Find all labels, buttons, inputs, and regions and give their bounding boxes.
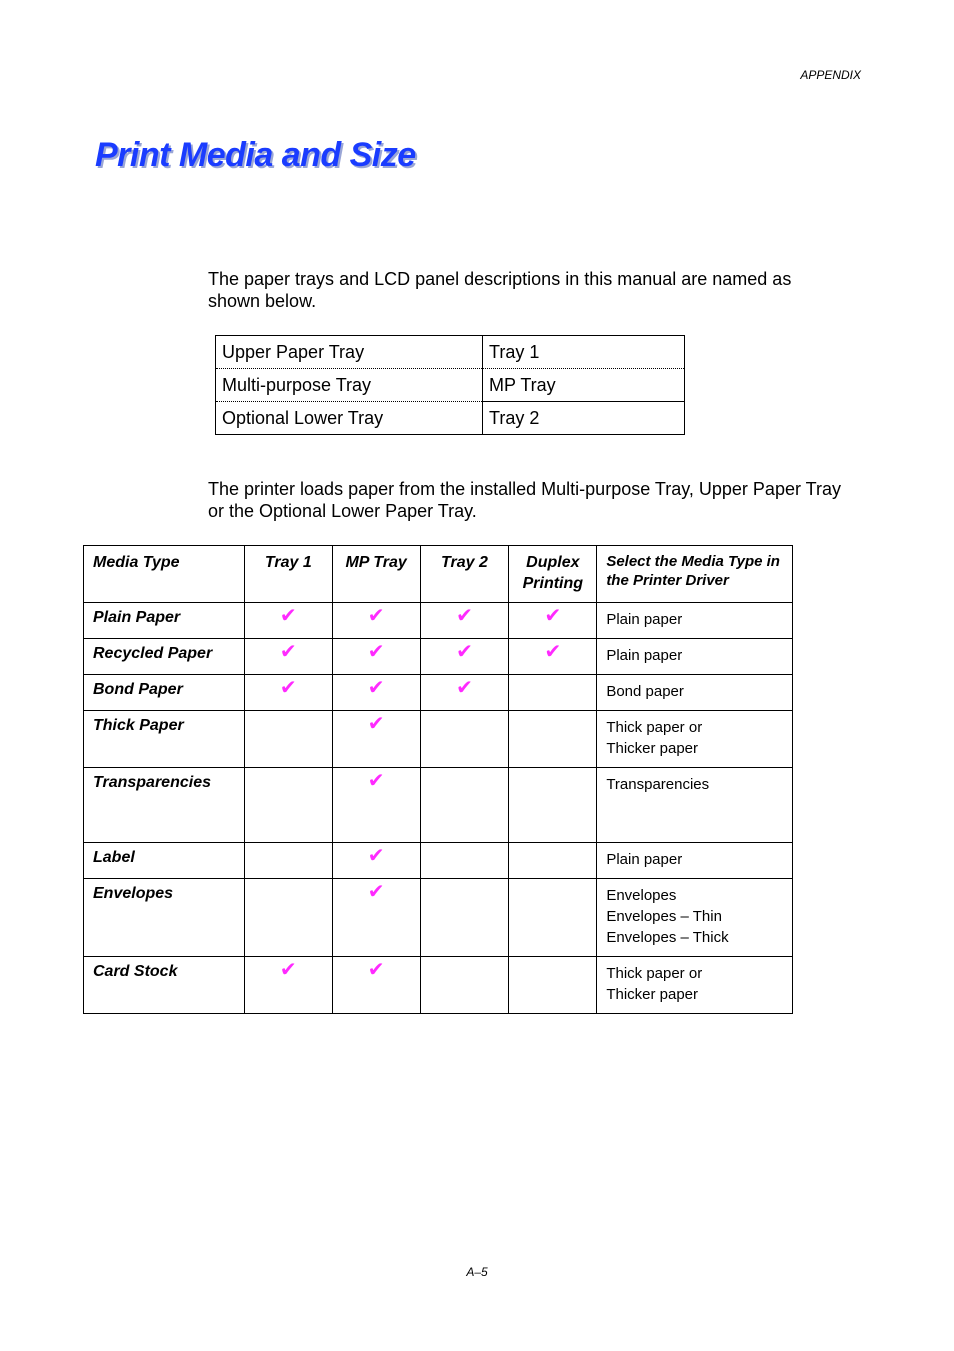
tray-label: MP Tray: [483, 369, 685, 402]
tray-label: Tray 2: [489, 407, 540, 428]
media-type-cell: Plain Paper: [84, 603, 245, 639]
duplex-cell: [509, 603, 597, 639]
tray-name: Optional Lower Tray: [216, 402, 483, 435]
driver-setting-line: Envelopes – Thick: [606, 929, 729, 946]
duplex-cell: [509, 768, 597, 843]
mp-tray-cell: [332, 957, 420, 1014]
driver-setting-cell: [597, 768, 793, 843]
checkmark-icon: ✔: [367, 845, 385, 867]
checkmark-icon: ✔: [367, 881, 385, 903]
media-paragraph: The printer loads paper from the installed Multi-purpose Tray, Upper Paper Tray or the Optional Lower Paper Tray.: [208, 479, 841, 521]
checkmark-icon: ✔: [279, 605, 297, 627]
header-duplex: Duplex Printing: [509, 546, 597, 603]
driver-setting-line: Thick paper or: [606, 719, 703, 736]
intro-paragraph: The paper trays and LCD panel descriptions in this manual are named as shown below.: [208, 269, 792, 311]
duplex-cell: [509, 957, 597, 1014]
media-type-cell: Bond Paper: [84, 675, 245, 711]
driver-setting-line: Bond paper: [606, 683, 684, 700]
tray-names-table: [215, 335, 685, 435]
checkmark-icon: ✔: [367, 641, 385, 663]
checkmark-icon: ✔: [279, 959, 297, 981]
checkmark-icon: ✔: [367, 605, 385, 627]
tray2-cell: [420, 957, 509, 1014]
checkmark-icon: ✔: [367, 677, 385, 699]
tray2-cell: [420, 879, 509, 957]
table-row: [84, 843, 793, 879]
mp-tray-cell: [332, 675, 420, 711]
header-tray2: Tray 2: [420, 546, 509, 603]
media-type-cell: Thick Paper: [84, 711, 245, 768]
checkmark-icon: ✔: [456, 605, 473, 627]
tray2-cell: [420, 711, 509, 768]
duplex-cell: [509, 675, 597, 711]
tray1-cell: [244, 957, 332, 1014]
checkmark-icon: ✔: [544, 641, 562, 663]
driver-setting-cell: [597, 603, 793, 639]
tray1-cell: [244, 843, 332, 879]
checkmark-icon: ✔: [367, 713, 385, 735]
duplex-cell: [509, 879, 597, 957]
driver-setting-line: Thick paper or: [606, 965, 703, 982]
checkmark-icon: ✔: [456, 677, 473, 699]
table-row: [84, 957, 793, 1014]
driver-setting-cell: [597, 957, 793, 1014]
tray2-cell: [420, 603, 509, 639]
duplex-cell: [509, 711, 597, 768]
tray2-cell: [420, 675, 509, 711]
table-row: [84, 675, 793, 711]
duplex-cell: [509, 639, 597, 675]
tray2-cell: [420, 639, 509, 675]
checkmark-icon: ✔: [367, 770, 385, 792]
media-type-table: [83, 545, 793, 1014]
tray1-cell: [244, 639, 332, 675]
tray-label: Tray 1: [483, 336, 685, 369]
driver-setting-cell: [597, 711, 793, 768]
driver-setting-line: Thicker paper: [606, 986, 699, 1003]
table-row: [84, 639, 793, 675]
media-type-cell: Label: [84, 843, 245, 879]
header-mp-tray: MP Tray: [332, 546, 420, 603]
tray1-cell: [244, 675, 332, 711]
tray1-cell: [244, 711, 332, 768]
media-type-cell: Transparencies: [84, 768, 245, 843]
table-row: [84, 768, 793, 843]
mp-tray-cell: [332, 603, 420, 639]
running-header: APPENDIX: [800, 68, 861, 82]
driver-setting-line: Plain paper: [606, 851, 683, 868]
tray1-cell: [244, 879, 332, 957]
driver-setting-line: Transparencies: [606, 776, 710, 793]
media-type-cell: Card Stock: [84, 957, 245, 1014]
mp-tray-cell: [332, 843, 420, 879]
checkmark-icon: ✔: [279, 641, 297, 663]
tray2-cell: [420, 843, 509, 879]
driver-setting-line: Envelopes: [606, 887, 677, 904]
tray-name: Upper Paper Tray: [216, 336, 483, 369]
checkmark-icon: ✔: [367, 959, 385, 981]
page-title: Print Media and Size: [95, 136, 416, 174]
tray-name: Multi-purpose Tray: [216, 369, 483, 402]
tray1-cell: [244, 768, 332, 843]
header-media-type: Media Type: [84, 546, 245, 603]
driver-setting-line: Thicker paper: [606, 740, 699, 757]
table-row: [84, 603, 793, 639]
page-number: A–5: [466, 1265, 488, 1279]
driver-setting-line: Plain paper: [606, 647, 683, 664]
driver-setting-cell: [597, 675, 793, 711]
mp-tray-cell: [332, 711, 420, 768]
table-row: [84, 711, 793, 768]
table-row: [84, 879, 793, 957]
mp-tray-cell: [332, 879, 420, 957]
duplex-cell: [509, 843, 597, 879]
checkmark-icon: ✔: [544, 605, 562, 627]
checkmark-icon: ✔: [279, 677, 297, 699]
driver-setting-cell: [597, 879, 793, 957]
driver-setting-line: Plain paper: [606, 611, 683, 628]
header-driver-media-type: Select the Media Type in the Printer Driver: [597, 546, 793, 603]
media-type-cell: Recycled Paper: [84, 639, 245, 675]
checkmark-icon: ✔: [456, 641, 473, 663]
driver-setting-cell: [597, 843, 793, 879]
mp-tray-cell: [332, 768, 420, 843]
driver-setting-cell: [597, 639, 793, 675]
mp-tray-cell: [332, 639, 420, 675]
header-tray1: Tray 1: [244, 546, 332, 603]
tray2-cell: [420, 768, 509, 843]
driver-setting-line: Envelopes – Thin: [606, 908, 722, 925]
media-type-cell: Envelopes: [84, 879, 245, 957]
tray1-cell: [244, 603, 332, 639]
